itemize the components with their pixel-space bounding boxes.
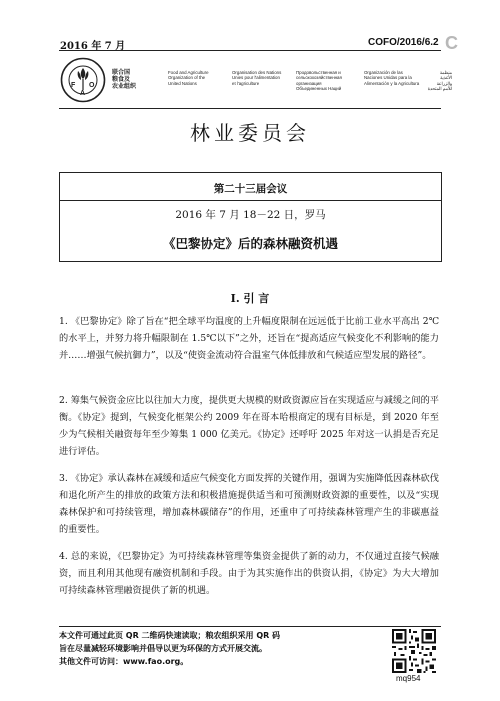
session-name: 第二十三届会议 [213, 183, 288, 195]
svg-text:O: O [89, 82, 95, 89]
qr-code-icon [392, 629, 436, 673]
org-name-fr: Organisation des Nations Unies pour l'alimentation et l'agriculture [232, 70, 282, 86]
svg-text:F: F [71, 82, 76, 89]
org-name-en: Food and Agriculture Organization of the United Nations [168, 70, 209, 86]
qr-note-line: 旨在尽量减轻环境影响并倡导以更为环保的方式开展交流。 [59, 644, 267, 653]
qr-note-line: 其他文件可访问：www.fao.org。 [59, 657, 189, 666]
footer-rule [59, 626, 441, 627]
header-rule [59, 50, 441, 51]
organization-names [112, 70, 452, 96]
session-box [59, 172, 442, 262]
session-dates: 2016 年 7 月 18－22 日，罗马 [175, 209, 326, 221]
paragraph-3: 3. 《协定》承认森林在减缓和适应气候变化方面发挥的关键作用，强调为实施降低因森林砍伐和退化所产生的排放的政策方法和积极措施提供适当和可预测财政资源的重要性，以及“实现森林保护和可持续管理，增加森林碳储存”的作用，还重申了可持续森林管理产生的非碳惠益的重要性。 [59, 473, 439, 535]
qr-code-label: mq954 [396, 674, 421, 683]
logo-rule [59, 108, 441, 109]
qr-note-line: 本文件可通过此页 QR 二维码快速读取；粮农组织采用 QR 码 [59, 631, 281, 640]
session-divider [60, 200, 441, 201]
paragraph-4: 4. 总的来说，《巴黎协定》为可持续森林管理等集资金提供了新的动力，不仅通过直接气候融资，而且利用其他现有融资机制和手段。由于为其实施作出的供资认捐，《协定》为大大增加可持续森林管理融资提供了新的机遇。 [59, 551, 439, 596]
document-date: 2016 年 7 月 [60, 41, 126, 52]
language-code: C [445, 33, 458, 53]
section-heading: I. 引 言 [230, 292, 270, 305]
org-name-es: Organización de las Naciones Unidas para la Alimentación y la Agricultura [364, 70, 420, 86]
committee-title: 林业委员会 [190, 121, 310, 145]
org-name-ru: Продовольственная и сельскохозяйственная организация Объединенных Наций [296, 70, 342, 92]
qr-note [59, 629, 379, 668]
org-name-ar: منظمة الأغذية والزراعة للأمم المتحدة [427, 70, 452, 92]
fao-logo-icon [60, 57, 106, 103]
paragraph-2: 2. 筹集气候资金应比以往加大力度，提供更大规模的财政资源应旨在实现适应与减缓之间的平衡。《协定》提到，气候变化框架公约 2009 年在哥本哈根商定的现有目标是，到 2020 年至少为气候相关融资每年至少筹集 1 000 亿美元。《协定》还呼吁 2025 年对这一认捐是否充足进行评估。 [59, 395, 439, 457]
document-title: 《巴黎协定》后的森林融资机遇 [162, 236, 338, 251]
org-name-zh: 联合国 粮食及 农业组织 [112, 70, 137, 90]
svg-text:A: A [80, 90, 86, 97]
document-symbol: COFO/2016/6.2 [368, 37, 439, 48]
paragraph-1: 1. 《巴黎协定》除了旨在“把全球平均温度的上升幅度限制在远远低于比前工业水平高出 2℃的水平上，并努力将升幅限制在 1.5℃以下”之外，还旨在“提高适应气候变化不利影响的能力并……增强气候抗御力”，以及“使资金流动符合温室气体低排放和气候适应型发展的路径”。 [59, 316, 439, 361]
